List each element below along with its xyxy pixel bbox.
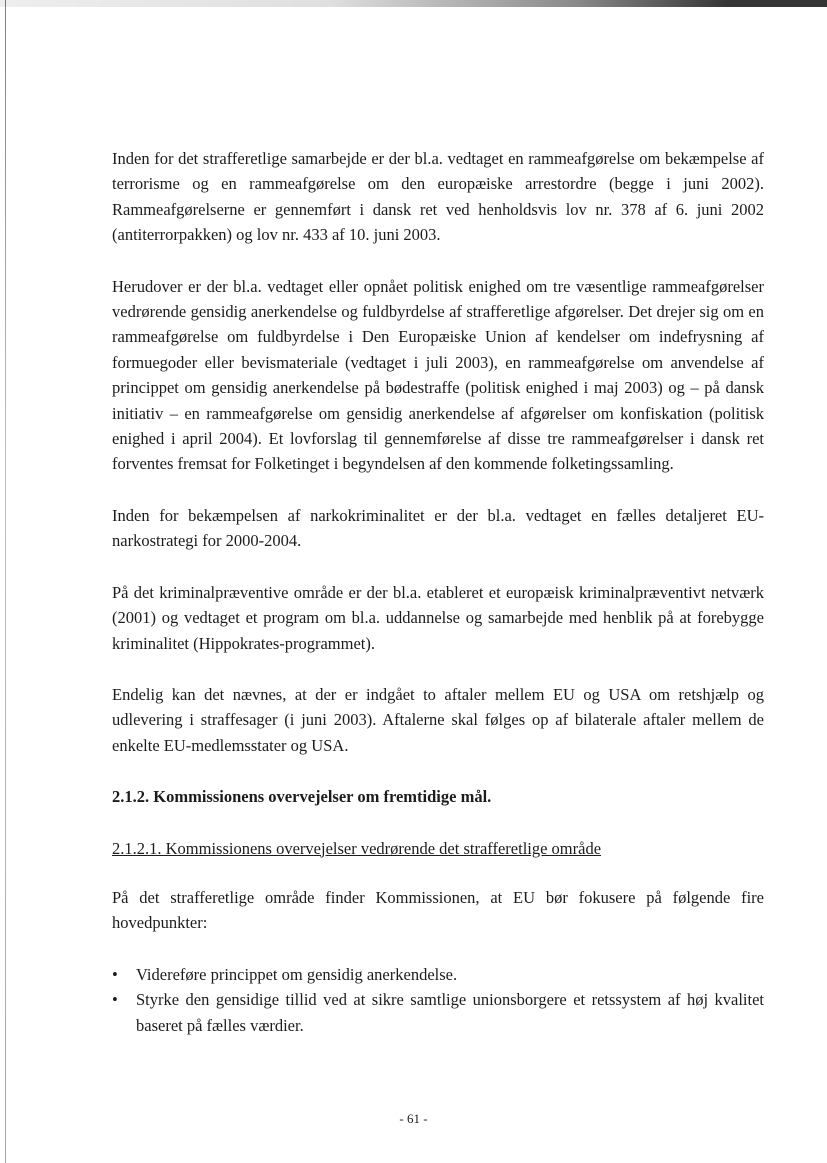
scan-edge-left <box>5 0 6 1163</box>
paragraph-eu-usa-agreements: Endelig kan det nævnes, at der er indgået to aftaler mellem EU og USA om retshjælp og udlevering i straffesager (i juni 2003). Aftalerne skal følges op af bilaterale aftaler mellem de enkelte EU-medlemsstater og USA. <box>112 684 764 755</box>
paragraph-intro-focus-points: På det strafferetlige område finder Kommissionen, at EU bør fokusere på følgende fire hovedpunkter: <box>112 887 764 933</box>
paragraph-narcotics: Inden for bekæmpelsen af narkokriminalitet er der bl.a. vedtaget en fælles detaljeret EU-narkostrategi for 2000-2004. <box>112 505 764 551</box>
document-body <box>112 146 764 1038</box>
list-item <box>112 962 764 987</box>
bullet-icon: • <box>112 964 118 984</box>
subsection-heading: 2.1.2.1. Kommissionens overvejelser vedrørende det strafferetlige område <box>112 838 602 858</box>
scan-edge-top <box>0 0 827 7</box>
paragraph-criminal-cooperation: Inden for det strafferetlige samarbejde er der bl.a. vedtaget en rammeafgørelse om bekæmpelse af terrorisme og en rammeafgørelse om den europæiske arrestordre (begge i juni 2002). Rammeafgørelserne er gennemført i dansk ret ved henholdsvis lov nr. 378 af 6. juni 2002 (antiterrorpakken) og lov nr. 433 af 10. juni 2003. <box>112 149 764 245</box>
bullet-icon: • <box>112 990 118 1010</box>
focus-points-list <box>112 962 764 1038</box>
paragraph-crime-prevention: På det kriminalpræventive område er der bl.a. etableret et europæisk kriminalpræventivt netværk (2001) og vedtaget et program om bl.a. uddannelse og samarbejde med henblik på at forebygge kriminalitet (Hippokrates-programmet). <box>112 582 764 653</box>
paragraph-framework-decisions: Herudover er der bl.a. vedtaget eller opnået politisk enighed om tre væsentlige rammeafgørelser vedrørende gensidig anerkendelse og fuldbyrdelse af strafferetlige afgørelser. Det drejer sig om en rammeafgørelse om fuldbyrdelse i Den Europæiske Union af kendelser om indefrysning af formuegoder eller bevismateriale (vedtaget i juli 2003), en rammeafgørelse om anvendelse af princippet om gensidig anerkendelse på bødestraffe (politisk enighed i maj 2003) og – på dansk initiativ – en rammeafgørelse om gensidig anerkendelse af afgørelser om konfiskation (politisk enighed i april 2004). Et lovforslag til gennemførelse af disse tre rammeafgørelser i dansk ret forventes fremsat for Folketinget i begyndelsen af den kommende folketingssamling. <box>112 276 764 474</box>
list-item-text: Styrke den gensidige tillid ved at sikre samtlige unionsborgere et retssystem af høj kvalitet baseret på fælles værdier. <box>136 990 764 1035</box>
list-item-text: Videreføre princippet om gensidig anerkendelse. <box>136 964 458 984</box>
page-number: - 61 - <box>399 1111 428 1126</box>
list-item <box>112 987 764 1038</box>
section-heading: 2.1.2. Kommissionens overvejelser om fremtidige mål. <box>112 787 492 807</box>
